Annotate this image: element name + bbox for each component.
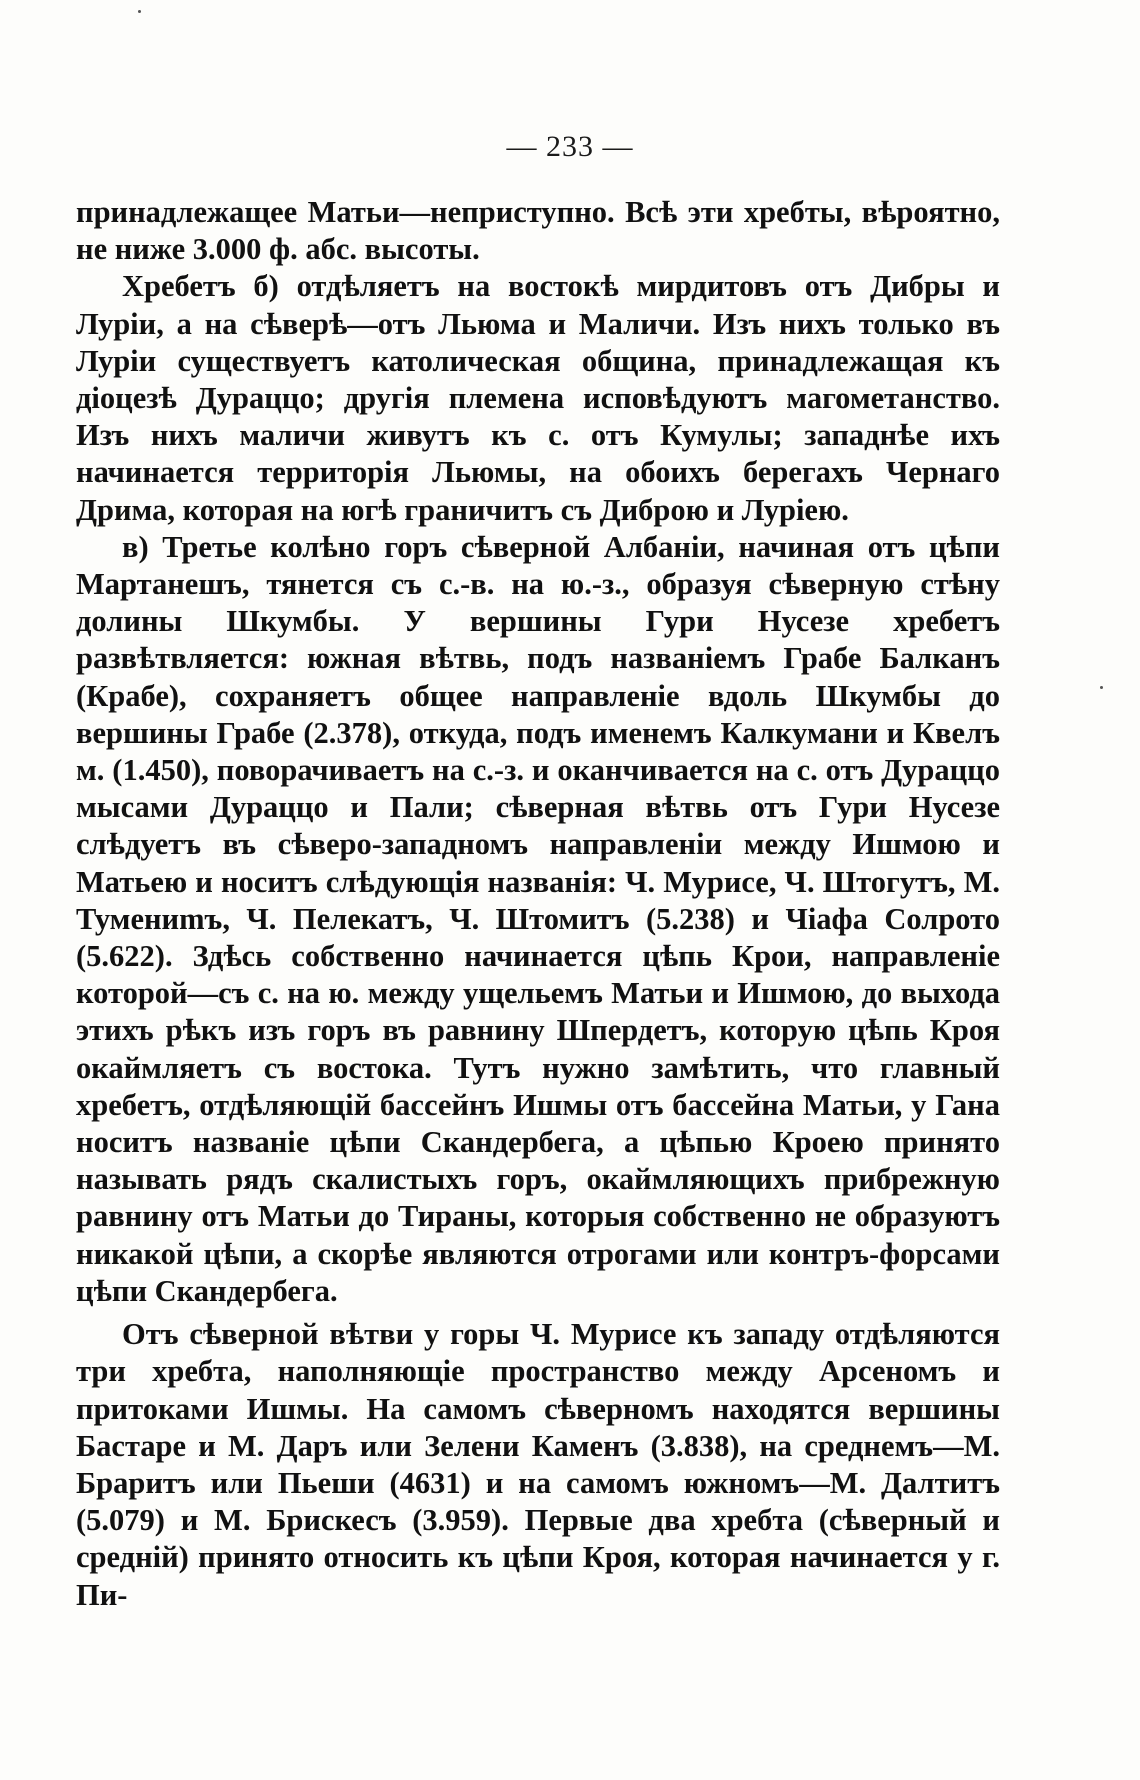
paragraph: в) Третье колѣно горъ сѣверной Албаніи, начиная отъ цѣпи Мартанешъ, тянется съ с.-в. на ю.-з., образуя сѣверную стѣну долины Шкумбы. У вершины Гури Нусезе хребетъ развѣтвляется: южная вѣтвь, подъ названіемъ Грабе Балканъ (Крабе), сохраняетъ общее направленіе вдоль Шкумбы до вершины Грабе (2.378), откуда, подъ именемъ Калкумани и Квелъ м. (1.450), поворачиваетъ на с.-з. и оканчивается на с. отъ Дураццо мысами Дураццо и Пали; сѣверная вѣтвь отъ Гури Нусезе слѣдуетъ въ сѣверо-западномъ направленіи между Ишмою и Матьею и носитъ слѣдующія названія: Ч. Мурисе, Ч. Штогутъ, М. Тумениmъ, Ч. Пелекатъ, Ч. Штомитъ (5.238) и Чіафа Солрото (5.622). Здѣсь собственно начинается цѣпь Крои, направленіе которой—съ с. на ю. между ущельемъ Матьи и Ишмою, до выхода этихъ рѣкъ изъ горъ въ равнину Шпердетъ, которую цѣпь Кроя окаймляетъ съ востока. Тутъ нужно замѣтить, что главный хребетъ, отдѣляющій бассейнъ Ишмы отъ бассейна Матьи, у Гана носитъ названіе цѣпи Скандербега, а цѣпью Кроею принято называть рядъ скалистыхъ горъ, окаймляющихъ прибрежную равнину отъ Матьи до Тираны, которыя собственно не образуютъ никакой цѣпи, а скорѣе являются отрогами или контръ-форсами цѣпи Скандербега. — [76, 529, 1000, 1308]
paragraph-continuation: принадлежащее Матьи—неприступно. Всѣ эти хребты, вѣроятно, не ниже 3.000 ф. абс. высоты. — [76, 195, 1000, 267]
scan-speck — [1100, 686, 1103, 689]
paragraph: Отъ сѣверной вѣтви у горы Ч. Мурисе къ западу отдѣляются три хребта, наполняющіе пространство между Арсеномъ и притоками Ишмы. На самомъ сѣверномъ находятся вершины Бастаре и М. Даръ или Зелени Каменъ (3.838), на среднемъ—М. Браритъ или Пьеши (4631) и на самомъ южномъ—М. Далтитъ (5.079) и М. Брискесъ (3.959). Первые два хребта (сѣверный и средній) принято относить къ цѣпи Кроя, которая начинается у г. Пи- — [76, 1317, 1000, 1612]
body-text — [76, 194, 1000, 1614]
scan-speck — [138, 10, 141, 13]
paragraph: Хребетъ б) отдѣляетъ на востокѣ мирдитовъ отъ Дибры и Луріи, а на сѣверѣ—отъ Льюма и Маличи. Изъ нихъ только въ Луріи существуетъ католическая община, принадлежащая къ діоцезѣ Дураццо; другія племена исповѣдуютъ магометанство. Изъ нихъ маличи живутъ къ с. отъ Кумулы; западнѣе ихъ начинается территорія Льюмы, на обоихъ берегахъ Чернаго Дрима, которая на югѣ граничитъ съ Диброю и Луріею. — [76, 269, 1000, 527]
page-number: — 233 — — [506, 130, 634, 163]
